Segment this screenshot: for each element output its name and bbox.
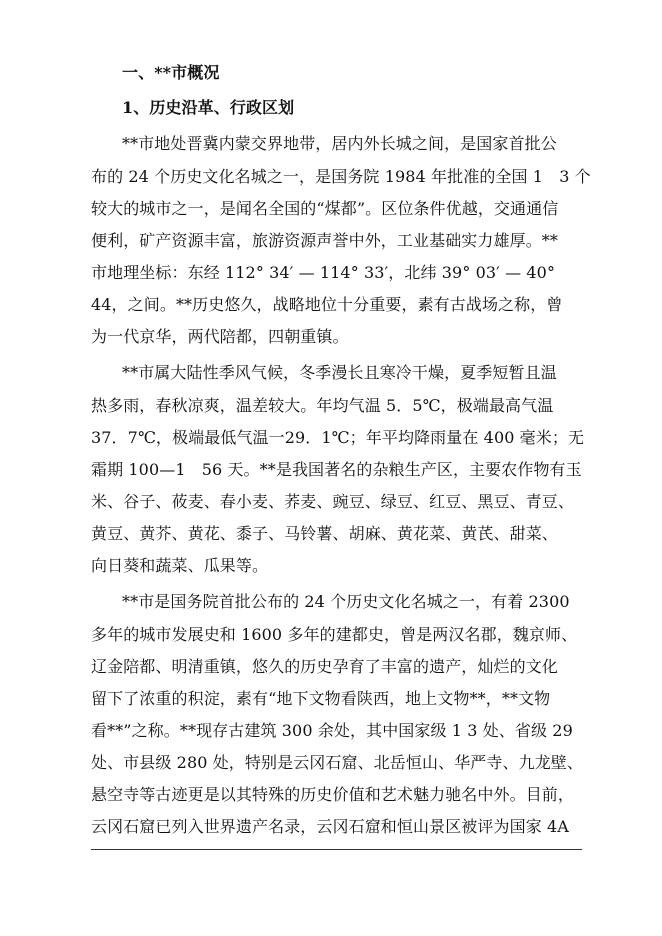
paragraph-line: 云冈石窟已列入世界遗产名录，云冈石窟和恒山景区被评为国家 4A xyxy=(91,817,569,836)
paragraph-line: 看**”之称。**现存古建筑 300 余处，其中国家级 1 3 处、省级 29 xyxy=(91,721,573,740)
paragraph-line: **市地处晋冀内蒙交界地带，居内外长城之间，是国家首批公 xyxy=(122,134,557,153)
paragraph-line: 留下了浓重的积淀，素有“地下文物看陕西，地上文物**，**文物 xyxy=(91,689,551,708)
paragraph-line: 为一代京华，两代陪都，四朝重镇。 xyxy=(91,327,349,346)
paragraph-line: 热多雨，春秋凉爽，温差较大。年均气温 5．5℃，极端最高气温 xyxy=(91,396,554,415)
paragraph-line: 44，之间。**历史悠久，战略地位十分重要，素有古战场之称，曾 xyxy=(91,295,563,314)
paragraph-line: 悬空寺等古迹更是以其特殊的历史价值和艺术魅力驰名中外。目前， xyxy=(91,785,575,804)
paragraph-line: 米、谷子、莜麦、春小麦、荞麦、豌豆、绿豆、红豆、黑豆、青豆、 xyxy=(91,492,575,511)
paragraph-line: **市是国务院首批公布的 24 个历史文化名城之一，有着 2300 xyxy=(122,592,570,611)
paragraph-line: 处、市县级 280 处，特别是云冈石窟、北岳恒山、华严寺、九龙壁、 xyxy=(91,753,584,772)
paragraph-line: 向日葵和蔬菜、瓜果等。 xyxy=(91,556,269,575)
paragraph-line: 布的 24 个历史文化名城之一，是国务院 1984 年批准的全国 1 3 个 xyxy=(91,167,591,186)
paragraph-line: 37．7℃，极端最低气温一29．1℃；年平均降雨量在 400 毫米；无 xyxy=(91,428,585,447)
paragraph-line: 黄豆、黄芥、黄花、黍子、马铃薯、胡麻、黄花菜、黄芪、甜菜、 xyxy=(91,524,558,543)
paragraph-line: 市地理坐标：东经 112° 34′ — 114° 33′，北纬 39° 03′ — 40° xyxy=(91,263,556,282)
paragraph-line: 较大的城市之一，是闻名全国的“煤都”。区位条件优越，交通通信 xyxy=(91,199,559,218)
paragraph-line: **市属大陆性季风气候，冬季漫长且寒冷干燥，夏季短暂且温 xyxy=(122,363,557,382)
subsection-heading: 1、历史沿革、行政区划 xyxy=(122,98,295,117)
paragraph-line: 便利，矿产资源丰富，旅游资源声誉中外，工业基础实力雄厚。** xyxy=(91,231,559,250)
paragraph-line: 辽金陪都、明清重镇，悠久的历史孕育了丰富的遗产，灿烂的文化 xyxy=(91,657,558,676)
paragraph-line: 多年的城市发展史和 1600 多年的建都史，曾是两汉名郡，魏京师、 xyxy=(91,625,578,644)
section-heading: 一、**市概况 xyxy=(122,63,220,82)
footer-divider xyxy=(91,849,582,850)
paragraph-line: 霜期 100—1 56 天。**是我国著名的杂粮生产区，主要农作物有玉 xyxy=(91,460,582,479)
